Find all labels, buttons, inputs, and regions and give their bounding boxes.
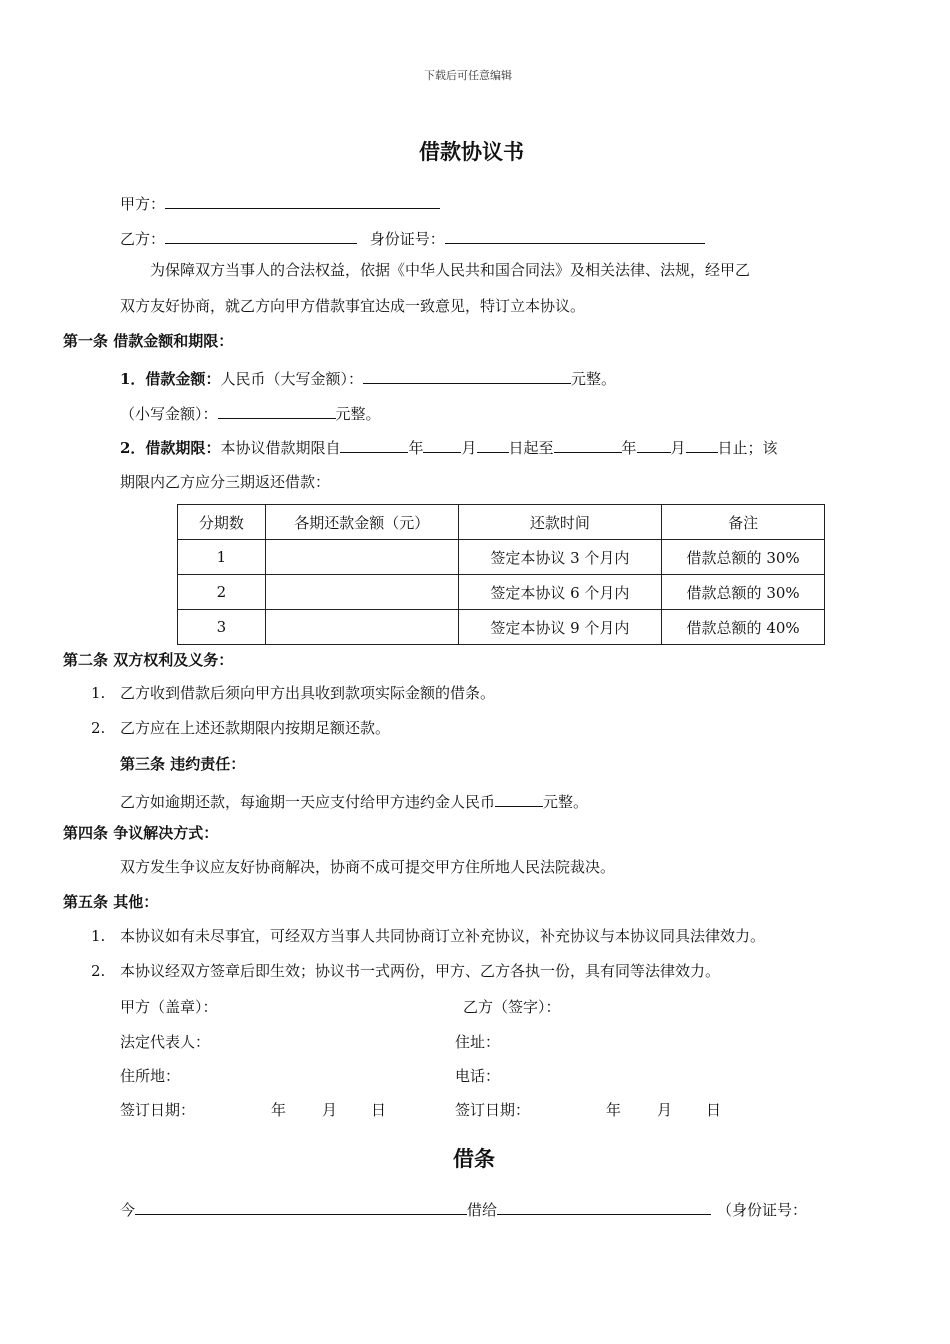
header-cell: 分期数 xyxy=(178,505,266,540)
amount-small-blank[interactable] xyxy=(218,404,336,419)
article1-item2-line2: 期限内乙方应分三期返还借款： xyxy=(120,473,331,491)
article2-item1: 乙方收到借款后须向甲方出具收到款项实际金额的借条。 xyxy=(120,684,496,702)
borrower-blank[interactable] xyxy=(497,1200,711,1215)
installment-note: 借款总额的 30% xyxy=(662,540,825,575)
date-ri: 日 xyxy=(706,1101,722,1119)
party-a-domicile: 住所地： xyxy=(120,1067,181,1085)
start-ri: 日起至 xyxy=(508,439,554,457)
yuan-zheng-1: 元整。 xyxy=(570,370,616,388)
article5-item1-num: 1. xyxy=(91,927,106,945)
installment-number: 3 xyxy=(178,610,266,645)
article3-text xyxy=(120,792,588,810)
article5-item2: 本协议经双方签章后即生效；协议书一式两份，甲方、乙方各执一份，具有同等法律效力。 xyxy=(120,962,721,980)
table-row xyxy=(178,610,825,645)
article2-item2-num: 2. xyxy=(91,719,106,737)
amount-capital-blank[interactable] xyxy=(363,369,571,384)
repayment-table xyxy=(177,504,825,645)
date-label: 签订日期： xyxy=(120,1101,196,1119)
penalty-yuan: 元整。 xyxy=(543,793,589,811)
party-a-line xyxy=(120,194,440,212)
end-month-blank[interactable] xyxy=(637,438,671,453)
party-a-label: 甲方： xyxy=(120,195,166,213)
date-nian: 年 xyxy=(606,1101,622,1119)
installment-amount[interactable] xyxy=(265,610,458,645)
date-nian: 年 xyxy=(271,1101,287,1119)
article1-item2 xyxy=(120,438,778,456)
penalty-blank[interactable] xyxy=(495,792,543,807)
party-b-sign-date xyxy=(455,1103,721,1118)
article4-text: 双方发生争议应友好协商解决，协商不成可提交甲方住所地人民法院裁决。 xyxy=(120,858,616,876)
party-b-label: 乙方： xyxy=(120,230,166,248)
iou-line xyxy=(120,1200,807,1218)
party-b-line xyxy=(120,229,705,247)
article2-item2: 乙方应在上述还款期限内按期足额还款。 xyxy=(120,719,391,737)
article5-item2-num: 2. xyxy=(91,962,106,980)
small-amount-label: （小写金额）： xyxy=(120,405,218,423)
installment-number: 2 xyxy=(178,575,266,610)
loan-amount-label: 1．借款金额： xyxy=(120,370,221,388)
lender-blank[interactable] xyxy=(135,1200,467,1215)
date-yue: 月 xyxy=(322,1101,338,1119)
start-month-blank[interactable] xyxy=(423,438,461,453)
end-nian: 年 xyxy=(621,439,637,457)
iou-jin: 今 xyxy=(120,1201,136,1219)
party-b-phone: 电话： xyxy=(455,1067,501,1085)
article5-heading: 第五条 其他： xyxy=(63,893,159,911)
article2-heading: 第二条 双方权利及义务： xyxy=(63,651,234,669)
table-row xyxy=(178,575,825,610)
party-b-sign: 乙方（签字）： xyxy=(463,998,561,1016)
intro-line2: 双方友好协商，就乙方向甲方借款事宜达成一致意见，特订立本协议。 xyxy=(120,297,586,315)
installment-number: 1 xyxy=(178,540,266,575)
installment-note: 借款总额的 30% xyxy=(662,575,825,610)
header-cell: 各期还款金额（元） xyxy=(265,505,458,540)
start-day-blank[interactable] xyxy=(477,438,509,453)
iou-title: 借条 xyxy=(453,1146,495,1171)
start-yue: 月 xyxy=(461,439,477,457)
installment-amount[interactable] xyxy=(265,540,458,575)
end-yue: 月 xyxy=(670,439,686,457)
document-title: 借款协议书 xyxy=(419,139,524,164)
article3-heading: 第三条 违约责任： xyxy=(120,755,246,773)
loan-term-text: 本协议借款期限自 xyxy=(220,439,341,457)
iou-jie-gei: 借给 xyxy=(467,1201,498,1219)
intro-line1: 为保障双方当事人的合法权益，依据《中华人民共和国合同法》及相关法律、法规，经甲乙 xyxy=(150,261,751,279)
id-blank[interactable] xyxy=(445,229,705,244)
article4-heading: 第四条 争议解决方式： xyxy=(63,824,219,842)
end-year-blank[interactable] xyxy=(554,438,622,453)
installment-note: 借款总额的 40% xyxy=(662,610,825,645)
loan-amount-text: 人民币（大写金额）： xyxy=(220,370,363,388)
small-amount-line xyxy=(120,404,381,422)
start-nian: 年 xyxy=(408,439,424,457)
header-cell: 备注 xyxy=(662,505,825,540)
installment-amount[interactable] xyxy=(265,575,458,610)
date-yue: 月 xyxy=(657,1101,673,1119)
article1-heading: 第一条 借款金额和期限： xyxy=(63,332,234,350)
date-label: 签订日期： xyxy=(455,1101,531,1119)
legal-representative: 法定代表人： xyxy=(120,1033,211,1051)
party-b-blank[interactable] xyxy=(165,229,357,244)
header-note: 下载后可任意编辑 xyxy=(424,69,512,82)
party-a-seal: 甲方（盖章）： xyxy=(120,998,218,1016)
article2-item1-num: 1. xyxy=(91,684,106,702)
party-b-address: 住址： xyxy=(455,1033,501,1051)
installment-time: 签定本协议 9 个月内 xyxy=(458,610,662,645)
iou-id-open: （身份证号： xyxy=(717,1201,808,1219)
end-day-blank[interactable] xyxy=(686,438,718,453)
article1-item1 xyxy=(120,369,616,387)
party-a-blank[interactable] xyxy=(165,194,440,209)
party-a-sign-date xyxy=(120,1103,386,1118)
header-cell: 还款时间 xyxy=(458,505,662,540)
end-ri: 日止；该 xyxy=(717,439,778,457)
loan-term-label: 2．借款期限： xyxy=(120,439,221,457)
installment-time: 签定本协议 6 个月内 xyxy=(458,575,662,610)
penalty-text: 乙方如逾期还款，每逾期一天应支付给甲方违约金人民币 xyxy=(120,793,496,811)
installment-time: 签定本协议 3 个月内 xyxy=(458,540,662,575)
table-header-row xyxy=(178,505,825,540)
article5-item1: 本协议如有未尽事宜，可经双方当事人共同协商订立补充协议，补充协议与本协议同具法律效力。 xyxy=(120,927,766,945)
date-ri: 日 xyxy=(371,1101,387,1119)
id-label: 身份证号： xyxy=(369,230,445,248)
yuan-zheng-2: 元整。 xyxy=(335,405,381,423)
start-year-blank[interactable] xyxy=(340,438,408,453)
table-row xyxy=(178,540,825,575)
